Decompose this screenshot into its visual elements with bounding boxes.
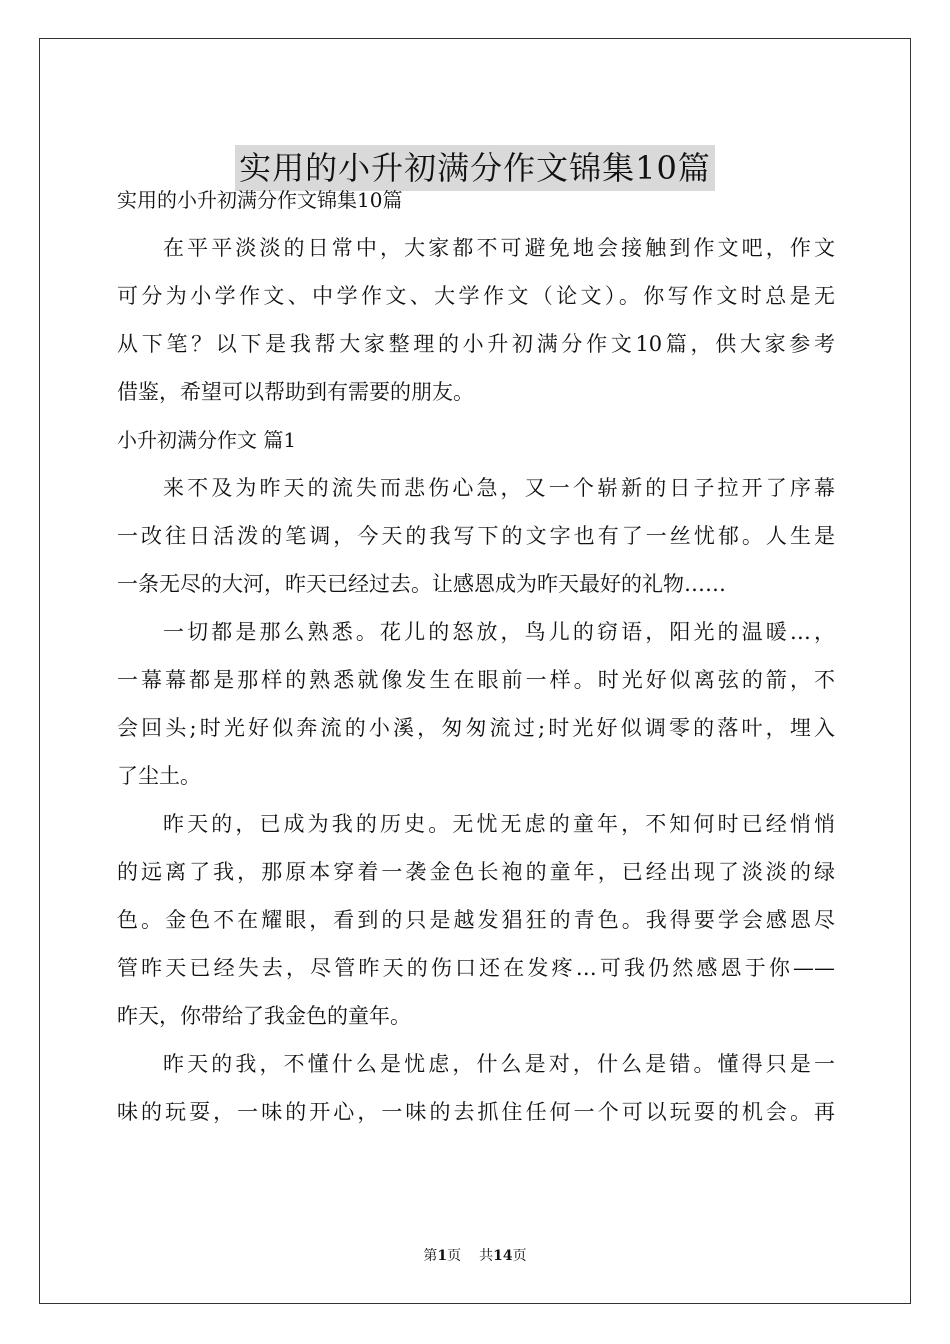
text-line: 在平平淡淡的日常中，大家都不可避免地会接触到作文吧，作文 [163,236,835,260]
text-line: 色。金色不在耀眼，看到的只是越发猖狂的青色。我得要学会感恩尽 [117,908,835,932]
document-body [117,176,835,1136]
page-label-prefix: 第 [423,1248,438,1264]
text-line: 可分为小学作文、中学作文、大学作文（论文）。你写作文时总是无 [117,284,835,308]
text-line: 的远离了我，那原本穿着一袭金色长袍的童年，已经出现了淡淡的绿 [117,860,835,884]
paragraph-4 [117,1040,835,1136]
text-line: 了尘土。 [117,764,201,788]
text-line: 昨天，你带给了我金色的童年。 [117,1004,411,1028]
text-line: 味的玩耍，一味的开心，一味的去抓住任何一个可以玩耍的机会。再 [117,1100,835,1124]
page-footer [0,1246,950,1266]
total-label-suffix: 页 [512,1248,527,1264]
document-subtitle: 实用的小升初满分作文锦集10篇 [117,188,403,212]
text-line: 管昨天已经失去，尽管昨天的伤口还在发疼…可我仍然感恩于你—— [117,956,835,980]
text-line: 来不及为昨天的流失而悲伤心急，又一个崭新的日子拉开了序幕 [163,476,835,500]
text-line: 一条无尽的大河，昨天已经过去。让感恩成为昨天最好的礼物…… [117,572,726,596]
total-page-number: 14 [493,1248,513,1264]
paragraph-1 [117,464,835,608]
text-line: 一幕幕都是那样的熟悉就像发生在眼前一样。时光好似离弦的箭，不 [117,668,835,692]
total-label-prefix: 共 [479,1248,494,1264]
page-label-suffix: 页 [447,1248,462,1264]
intro-paragraph [117,224,835,416]
text-line: 一改往日活泼的笔调，今天的我写下的文字也有了一丝忧郁。人生是 [117,524,835,548]
paragraph-2 [117,608,835,800]
text-line: 昨天的，已成为我的历史。无忧无虑的童年，不知何时已经悄悄 [163,812,835,836]
text-line: 会回头;时光好似奔流的小溪，匆匆流过;时光好似调零的落叶，埋入 [117,716,835,740]
section-heading: 小升初满分作文 篇1 [117,428,297,452]
document-title: 实用的小升初满分作文锦集10篇 [235,145,715,191]
text-line: 借鉴，希望可以帮助到有需要的朋友。 [117,380,474,404]
text-line: 一切都是那么熟悉。花儿的怒放，鸟儿的窃语，阳光的温暖…， [163,620,835,644]
paragraph-3 [117,800,835,1040]
text-line: 昨天的我，不懂什么是忧虑，什么是对，什么是错。懂得只是一 [163,1052,835,1076]
current-page-number: 1 [437,1248,448,1264]
text-line: 从下笔？以下是我帮大家整理的小升初满分作文10篇，供大家参考 [117,332,835,356]
